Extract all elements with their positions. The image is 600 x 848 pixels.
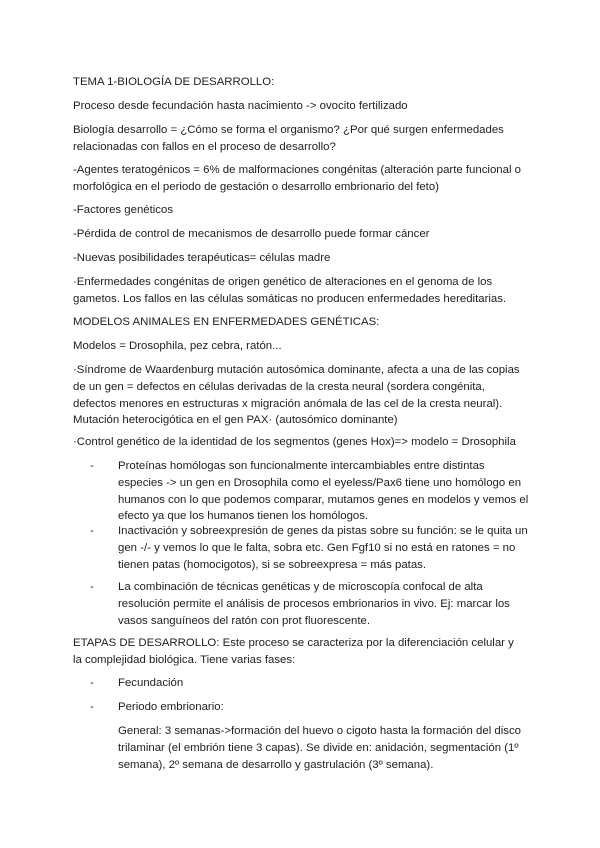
paragraph: -Agentes teratogénicos = 6% de malformaciones congénitas (alteración parte funcional o morfológica en el periodo de gestación o desarrollo embrionario del feto) xyxy=(73,164,521,193)
bullet-dash: - xyxy=(90,677,94,689)
bullet-dash: - xyxy=(90,701,94,713)
paragraph: Biología desarrollo = ¿Cómo se forma el organismo? ¿Por qué surgen enfermedades relacionadas con fallos en el proceso de desarrollo? xyxy=(73,124,504,153)
bullet-dash: - xyxy=(90,525,94,537)
sub-paragraph: General: 3 semanas->formación del huevo o cigoto hasta la formación del disco trilaminar (el embrión tiene 3 capas). Se divide en: anidación, segmentación (1º semana), 2º semana de desarrollo y gastrulación (3º semana). xyxy=(118,725,522,771)
paragraph: ETAPAS DE DESARROLLO: Este proceso se caracteriza por la diferenciación celular y la complejidad biológica. Tiene varias fases: xyxy=(73,637,514,666)
list-item-text: Periodo embrionario: xyxy=(118,701,224,713)
paragraph: Proceso desde fecundación hasta nacimiento -> ovocito fertilizado xyxy=(73,100,408,112)
list-item-text: Proteínas homólogas son funcionalmente intercambiables entre distintas especies -> un gen en Drosophila como el eyeless/Pax6 tiene uno homólogo en humanos con lo que podemos comparar, mutamos genes en modelos y vemos el efecto ya que los humanos tienen los homólogos. xyxy=(118,460,529,523)
paragraph: ·Control genético de la identidad de los segmentos (genes Hox)=> modelo = Drosophila xyxy=(73,436,516,448)
list-item-text: Inactivación y sobreexpresión de genes da pistas sobre su función: se le quita un gen -/- y vemos lo que le falta, sobra etc. Gen Fgf10 si no está en ratones = no tienen patas (homocigotos), si se sobreexpresa = más patas. xyxy=(118,525,528,571)
bullet-dash: - xyxy=(90,581,94,593)
paragraph: -Pérdida de control de mecanismos de desarrollo puede formar cáncer xyxy=(73,228,430,240)
doc-title: TEMA 1-BIOLOGÍA DE DESARROLLO: xyxy=(73,76,275,88)
section-heading: MODELOS ANIMALES EN ENFERMEDADES GENÉTICAS: xyxy=(73,316,380,328)
paragraph: -Factores genéticos xyxy=(73,204,174,216)
paragraph: -Nuevas posibilidades terapéuticas= células madre xyxy=(73,252,331,264)
paragraph: ·Enfermedades congénitas de origen genético de alteraciones en el genoma de los gametos. Los fallos en las células somáticas no producen enfermedades hereditarias. xyxy=(73,276,507,305)
bullet-dash: - xyxy=(90,460,94,472)
paragraph: ·Síndrome de Waardenburg mutación autosómica dominante, afecta a una de las copias de un gen = defectos en células derivadas de la cresta neural (sordera congénita, defectos menores en estructuras x migración anómala de las cel de la cresta neural). Mutación heterocigótica en el gen PAX· (autosómico dominante) xyxy=(73,364,520,427)
list-item-text: La combinación de técnicas genéticas y de microscopía confocal de alta resolución permite el análisis de procesos embrionarios in vivo. Ej: marcar los vasos sanguíneos del ratón con prot fluorescente. xyxy=(118,581,510,627)
paragraph: Modelos = Drosophila, pez cebra, ratón... xyxy=(73,340,282,352)
list-item-text: Fecundación xyxy=(118,677,184,689)
